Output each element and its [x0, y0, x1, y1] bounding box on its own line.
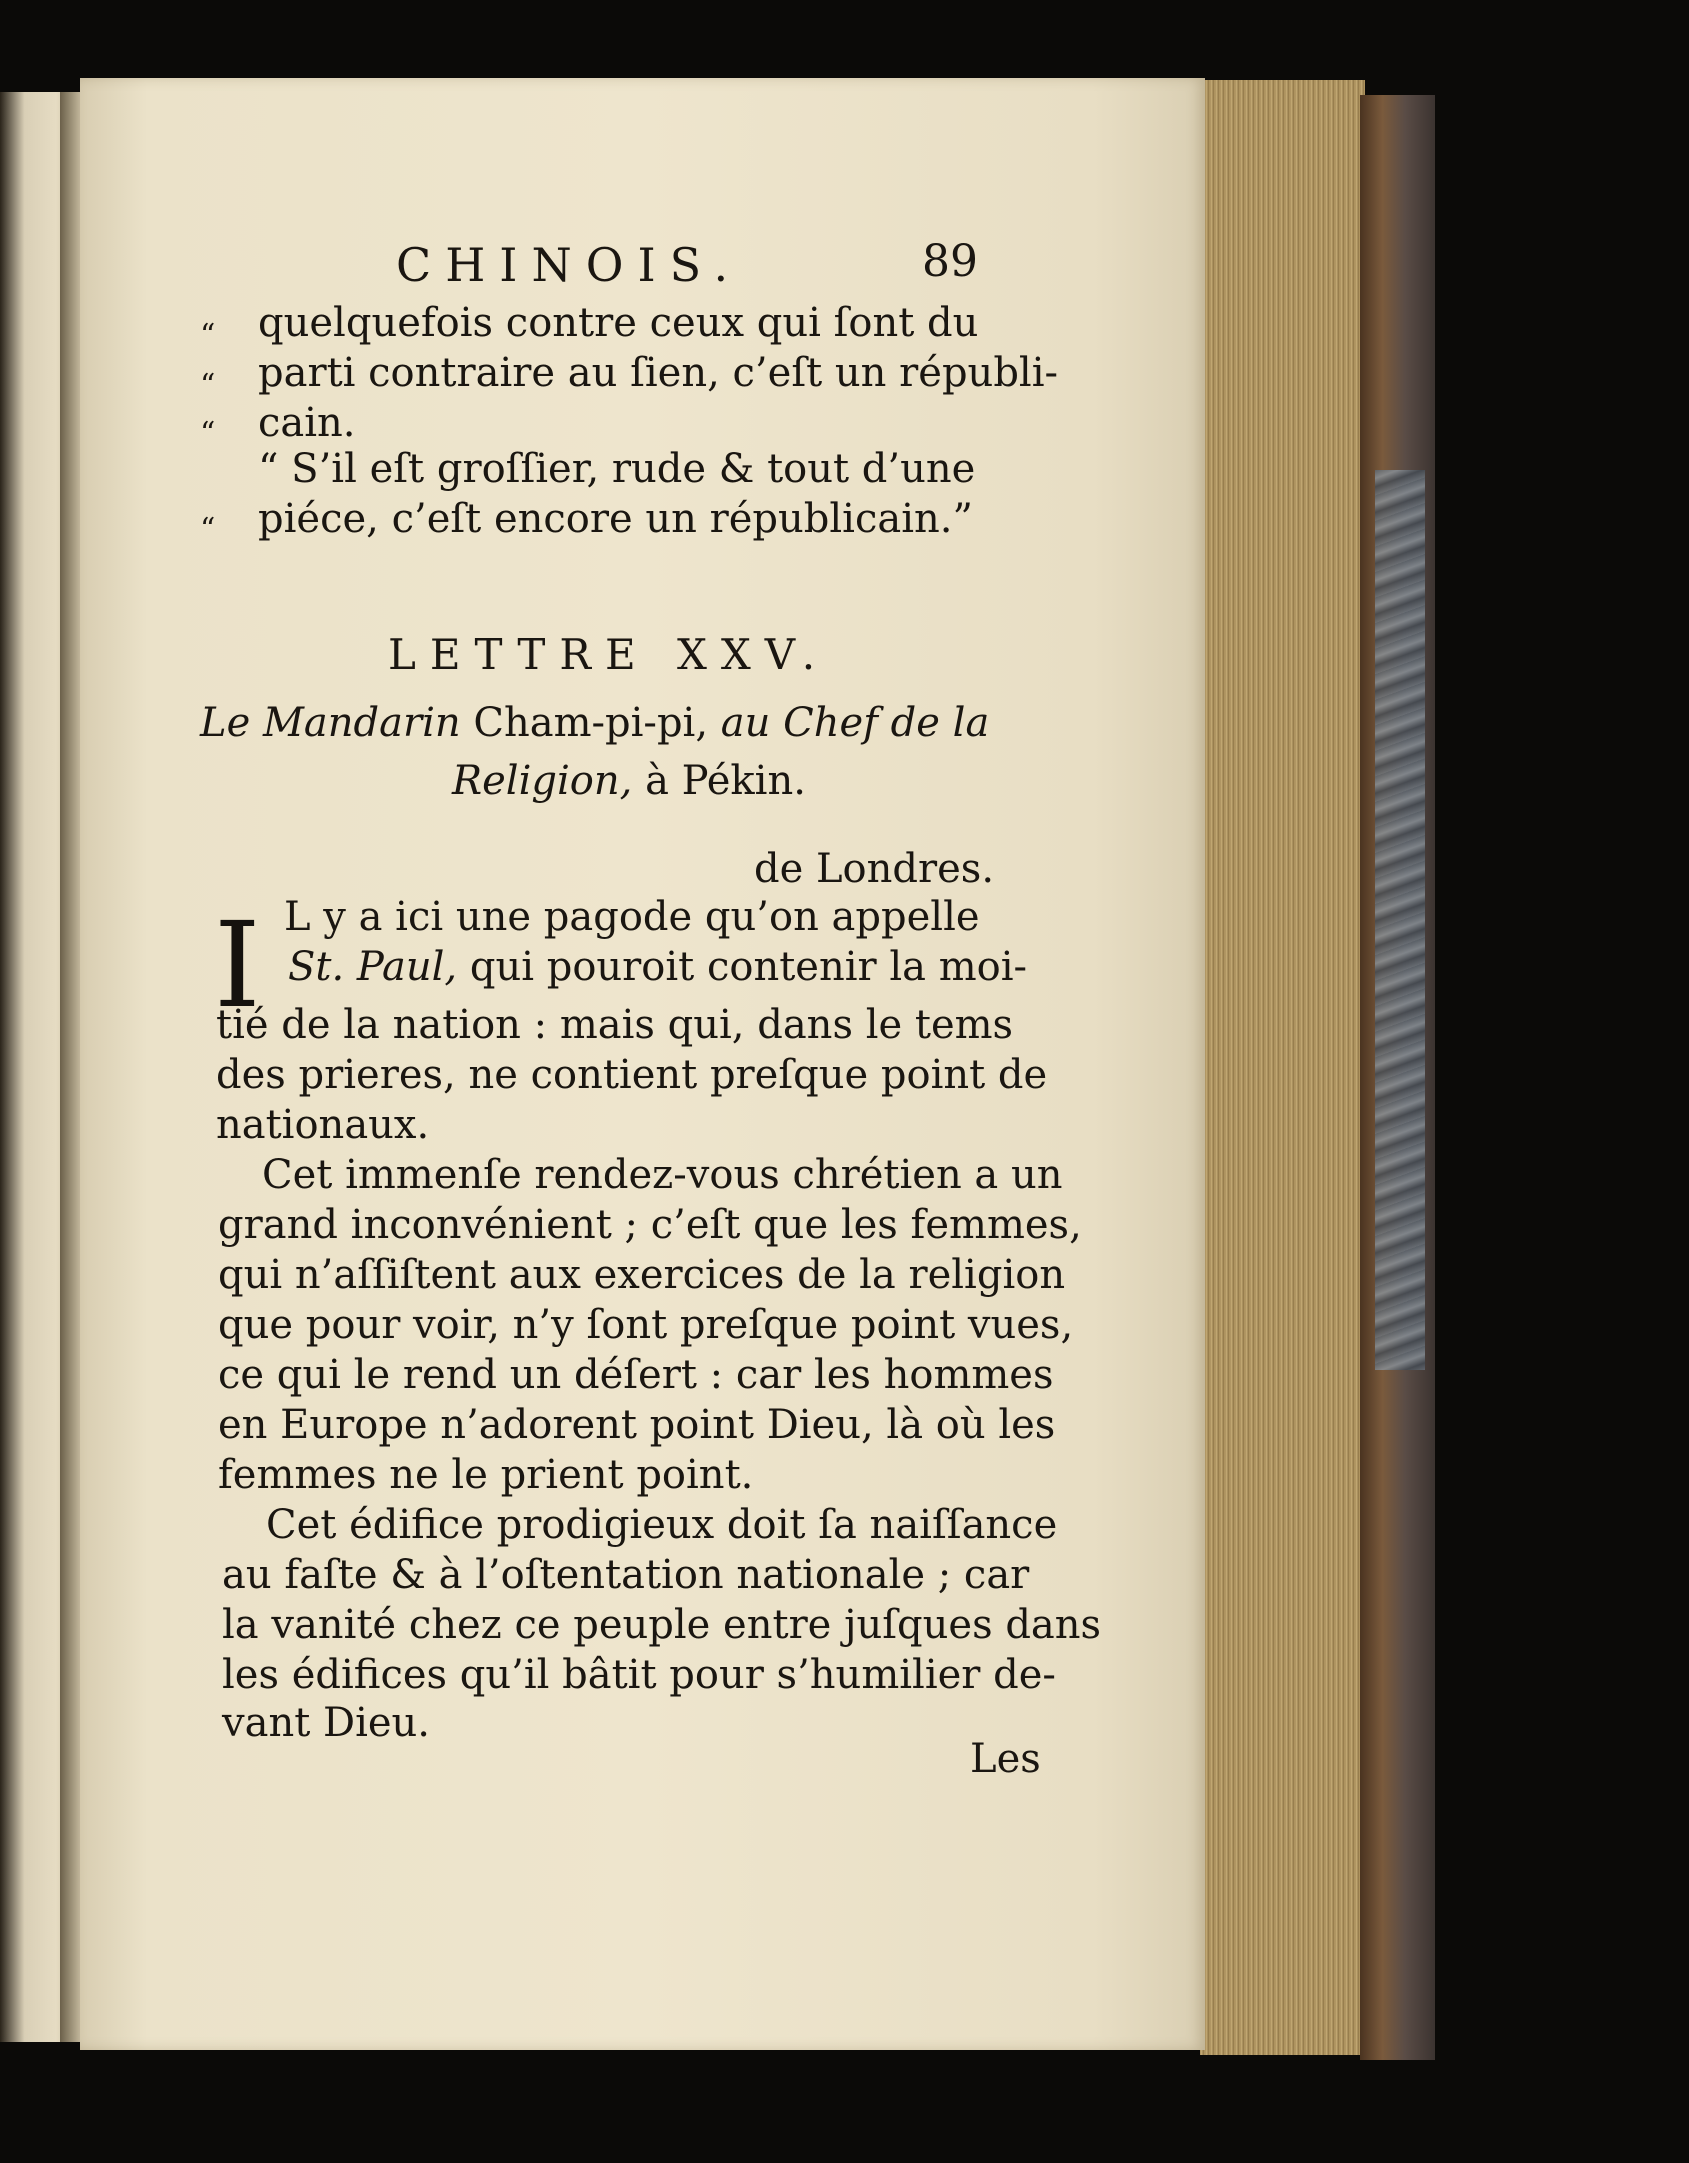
- catchword: Les: [970, 1736, 1041, 1782]
- body-line: que pour voir, n’y ſont preſque point vues,: [218, 1302, 1074, 1348]
- body-line: qui n’aſſiſtent aux exercices de la religion: [218, 1252, 1066, 1298]
- body-line: L y a ici une pagode qu’on appelle: [284, 894, 980, 940]
- marbled-cover-panel: [1375, 470, 1425, 1370]
- body-line: Cet immenſe rendez-vous chrétien a un: [262, 1152, 1063, 1198]
- quote-line: parti contraire au ſien, c’eſt un républi-: [258, 350, 1059, 396]
- body-line: tié de la nation : mais qui, dans le tems: [216, 1002, 1014, 1048]
- letter-place: de Londres.: [754, 846, 995, 892]
- quote-line: cain.: [258, 400, 356, 446]
- page-fore-edge: [1200, 80, 1365, 2055]
- body-line: les édifices qu’il bâtit pour s’humilier de-: [222, 1652, 1056, 1698]
- sender-role: Le Mandarin: [200, 700, 461, 746]
- quote-line: piéce, c’eſt encore un républicain.”: [258, 496, 973, 542]
- body-line: grand inconvénient ; c’eſt que les femmes,: [218, 1202, 1082, 1248]
- quote-mark: “: [200, 368, 216, 403]
- body-line: la vanité chez ce peuple entre juſques dans: [222, 1602, 1102, 1648]
- quote-mark: “: [200, 512, 216, 547]
- body-line: nationaux.: [216, 1102, 430, 1148]
- body-line: Cet édifice prodigieux doit ſa naiſſance: [266, 1502, 1058, 1548]
- place-name: St. Paul,: [288, 944, 458, 990]
- body-line: des prieres, ne contient preſque point de: [216, 1052, 1048, 1098]
- letter-heading: LETTRE XXV.: [388, 630, 830, 679]
- letter-address-line: [452, 758, 806, 804]
- body-line: au faſte & à l’oſtentation nationale ; car: [222, 1552, 1030, 1598]
- body-line: femmes ne le prient point.: [218, 1452, 754, 1498]
- recipient-religion: Religion,: [452, 758, 633, 804]
- body-text: qui pouroit contenir la moi-: [457, 944, 1028, 990]
- body-line: [288, 944, 1027, 990]
- body-line: en Europe n’adorent point Dieu, là où les: [218, 1402, 1056, 1448]
- quote-line: quelquefois contre ceux qui ſont du: [258, 300, 979, 346]
- running-title: CHINOIS.: [396, 238, 743, 292]
- letter-address-line: [200, 700, 989, 746]
- drop-cap: I: [214, 896, 261, 1034]
- sender-name: Cham-pi-pi,: [473, 700, 709, 746]
- recipient: au Chef de la: [720, 700, 990, 746]
- page-number: 89: [922, 236, 978, 287]
- body-line: vant Dieu.: [222, 1700, 431, 1746]
- body-line: ce qui le rend un déſert : car les hommes: [218, 1352, 1054, 1398]
- quote-mark: “: [200, 416, 216, 451]
- quote-mark: “: [200, 318, 216, 353]
- quote-line: “ S’il eſt groſſier, rude & tout d’une: [258, 446, 976, 492]
- recipient-city: à Pékin.: [645, 758, 806, 804]
